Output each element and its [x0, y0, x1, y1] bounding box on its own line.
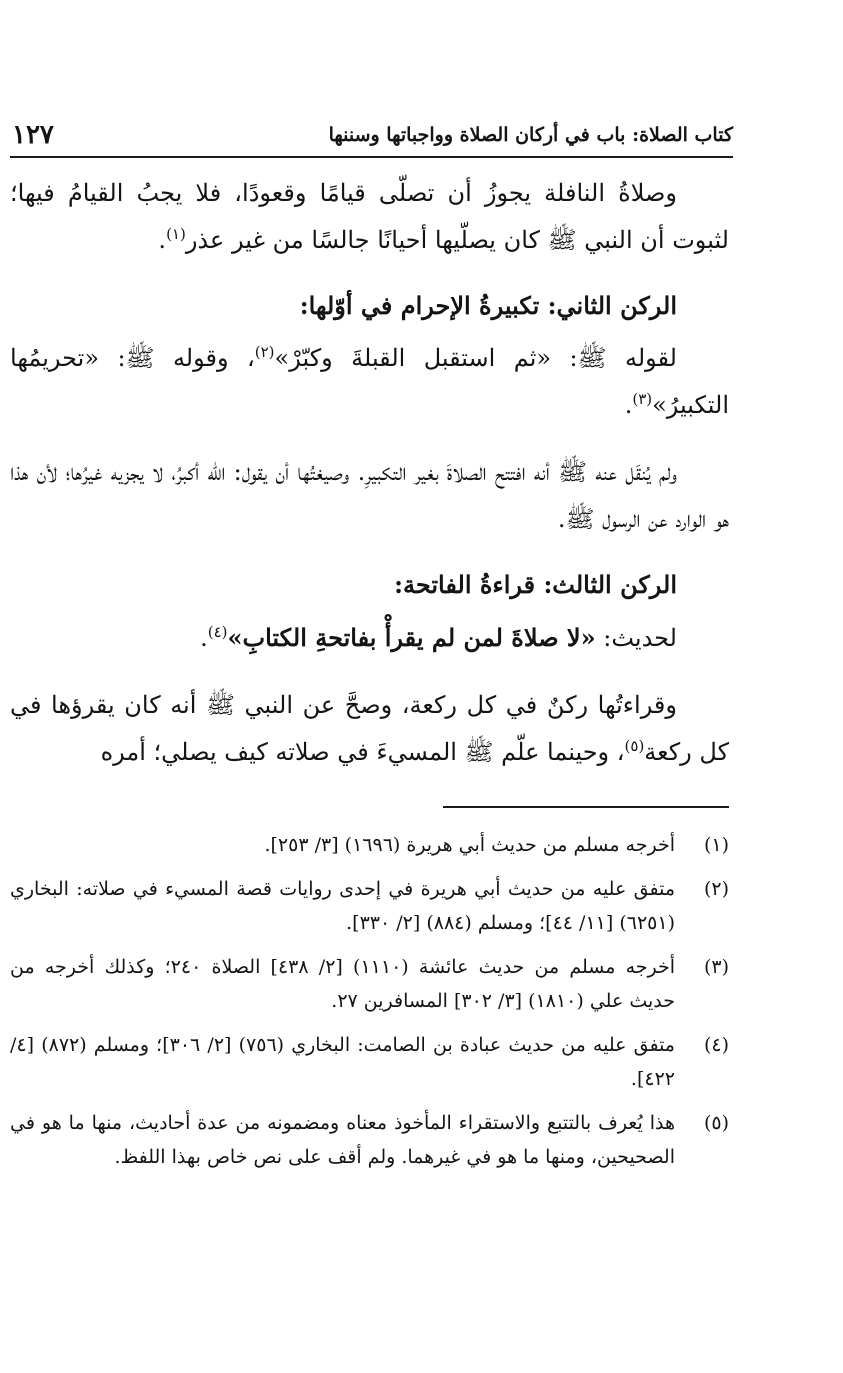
paragraph-fatiha-hadith	[10, 614, 729, 662]
punctuation: .	[624, 391, 633, 419]
footnote-1	[10, 828, 729, 862]
section-heading-third-pillar: الركن الثالث: قراءةُ الفاتحة:	[394, 570, 677, 599]
paragraph-text: لحديث:	[595, 624, 677, 652]
footnote-ref-2[interactable]: (٢)	[254, 343, 275, 361]
punctuation: .	[200, 624, 208, 652]
footnote-ref-5[interactable]: (٥)	[624, 737, 645, 755]
paragraph-text: وقراءتُها ركنٌ في كل ركعة، وصحَّ عن النبي ﷺ أنه كان يقرؤها في كل ركعة	[10, 691, 729, 766]
footnote-number: (٤)	[703, 1034, 729, 1056]
paragraph-takbir	[10, 335, 729, 429]
section-heading-second-pillar: الركن الثاني: تكبيرةُ الإحرام في أوّلها:	[299, 291, 677, 320]
running-header	[10, 112, 733, 158]
footnote-ref-3[interactable]: (٣)	[632, 390, 653, 408]
paragraph-fatiha-every-rakah	[10, 682, 729, 776]
chapter-title: كتاب الصلاة: باب في أركان الصلاة وواجباتها وسننها	[328, 124, 733, 146]
footnote-number: (٣)	[703, 956, 729, 978]
hadith-quote: «لا صلاةَ لمن لم يقرأْ بفاتحةِ الكتابِ»	[227, 623, 596, 652]
footnote-number: (٥)	[703, 1112, 729, 1134]
page-number: ١٢٧	[12, 120, 54, 150]
footnote-4	[10, 1028, 729, 1096]
punctuation: .	[158, 226, 167, 254]
paragraph-takbir-formula: ولم يُنقَل عنه ﷺ أنه افتتح الصلاةَ بغير التكبيرِ. وصيغتُها أن يقول: الله أكبرُ، لا يجزيه غيرُها؛ لأن هذا هو الوارد عن الرسول ﷺ.	[10, 458, 729, 533]
footnote-divider	[443, 806, 729, 808]
paragraph-text: ، وقوله ﷺ: «تحريمُها التكبيرُ»	[10, 344, 729, 419]
footnote-text: متفق عليه من حديث عبادة بن الصامت: البخاري (٧٥٦) [٢/ ٣٠٦]؛ ومسلم (٨٧٢) [٤/ ٤٢٢].	[10, 1034, 675, 1090]
footnote-number: (٢)	[703, 878, 729, 900]
paragraph-text: وصلاةُ النافلة يجوزُ أن تصلّى قيامًا وقعودًا، فلا يجبُ القيامُ فيها؛ لثبوت أن النبي ﷺ كان يصلّيها أحيانًا جالسًا من غير عذر	[10, 179, 729, 254]
footnote-number: (١)	[703, 834, 729, 856]
footnote-3	[10, 950, 729, 1018]
footnote-text: أخرجه مسلم من حديث أبي هريرة (١٦٩٦) [٣/ ٢٥٣].	[264, 834, 675, 856]
footnotes	[10, 828, 729, 1184]
footnote-ref-1[interactable]: (١)	[166, 225, 186, 243]
paragraph-text: لقوله ﷺ: «ثم استقبل القبلةَ وكبّرْ»	[274, 344, 677, 372]
footnote-text: أخرجه مسلم من حديث عائشة (١١١٠) [٢/ ٤٣٨] الصلاة ٢٤٠؛ وكذلك أخرجه من حديث علي (١٨١٠) [٣/ ٣٠٢] المسافرين ٢٧.	[10, 956, 676, 1012]
footnote-ref-4[interactable]: (٤)	[207, 623, 228, 641]
paragraph-text: ، وحينما علّم ﷺ المسيءَ في صلاته كيف يصلي؛ أمره	[100, 738, 625, 766]
main-text	[10, 170, 729, 794]
footnote-text: متفق عليه من حديث أبي هريرة في إحدى روايات قصة المسيء في صلاته: البخاري (٦٢٥١) [١١/ ٤٤]؛ ومسلم (٨٨٤) [٢/ ٣٣٠].	[10, 878, 675, 934]
footnote-2	[10, 872, 729, 940]
footnote-text: هذا يُعرف بالتتبع والاستقراء المأخوذ معناه ومضمونه من عدة أحاديث، منها ما هو في الصحيحين، ومنها ما هو في غيرهما. ولم أقف على نص خاص بهذا اللفظ.	[10, 1112, 675, 1168]
paragraph-nafila	[10, 170, 729, 264]
footnote-5	[10, 1106, 729, 1174]
